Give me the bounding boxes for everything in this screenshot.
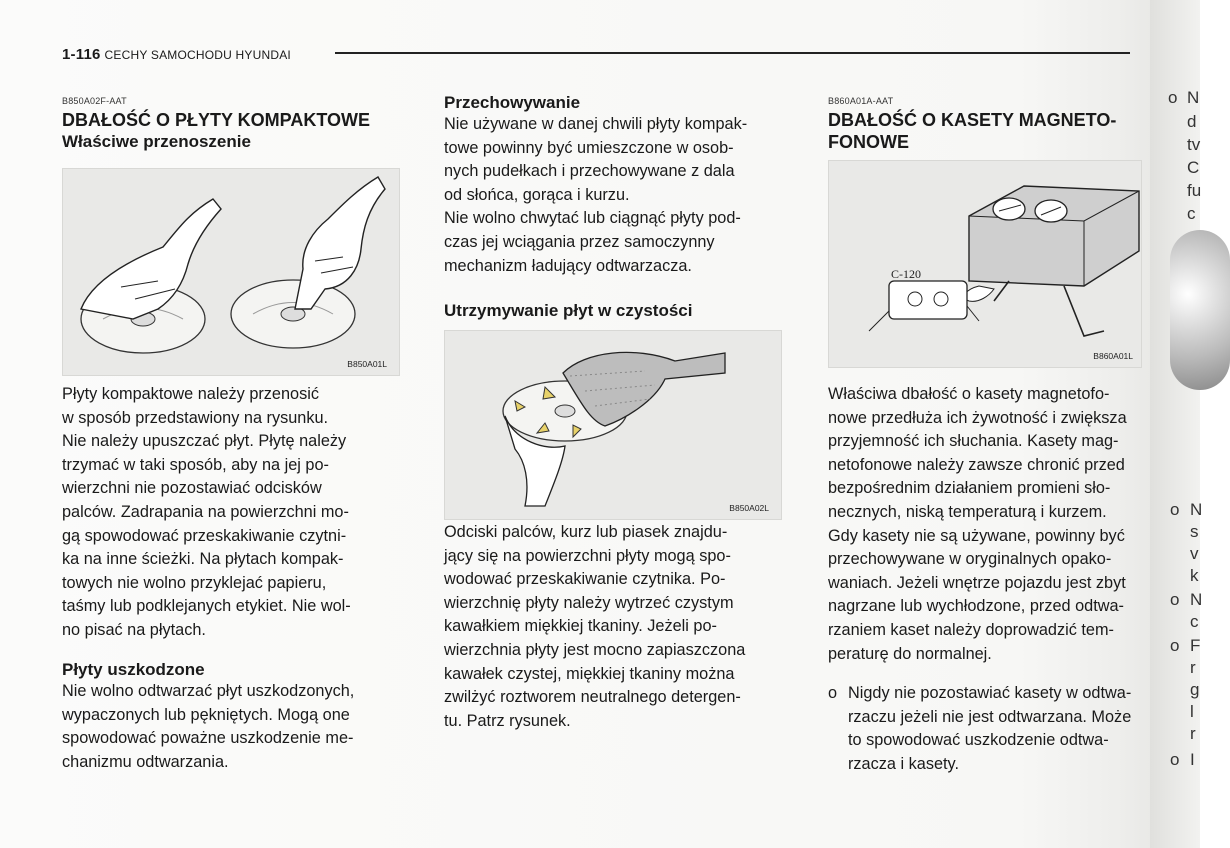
text-line: przyjemność ich słuchania. Kasety mag-: [828, 432, 1119, 451]
text-line: spowodować poważne uszkodzenie me-: [62, 729, 354, 748]
facing-page-image-fragment: [1170, 230, 1230, 390]
text-line: od słońca, gorąca i kurzu.: [444, 185, 630, 204]
text-line: Właściwa dbałość o kasety magnetofo-: [828, 385, 1110, 403]
col1-section-damaged: [62, 659, 398, 774]
column-2: [444, 92, 780, 321]
text-line: necznych, niską temperaturą i kurzem.: [828, 502, 1107, 521]
text-line: waniach. Jeżeli wnętrze pojazdu jest zbyt: [828, 573, 1126, 592]
text-line: palców. Zadrapania na powierzchni mo-: [62, 502, 349, 521]
text-line: Nie używane w danej chwili płyty kompak-: [444, 115, 748, 133]
text-line: Płyty kompaktowe należy przenosić: [62, 385, 319, 403]
facing-text: o: [1170, 590, 1180, 609]
facing-text: o: [1170, 636, 1180, 655]
facing-text: g: [1190, 680, 1200, 699]
text-line: wierzchni nie pozostawiać odcisków: [62, 479, 322, 498]
page-number: 1-116: [62, 46, 101, 63]
page-header-title: CECHY SAMOCHODU HYUNDAI: [104, 48, 291, 62]
text-line: netofonowe należy zawsze chronić przed: [828, 455, 1125, 474]
facing-text: k: [1190, 566, 1199, 585]
text-line: wypaczonych lub pękniętych. Mogą one: [62, 705, 350, 724]
facing-text: N: [1187, 88, 1200, 107]
figure-cassette: [828, 160, 1142, 368]
section-title: DBAŁOŚĆ O PŁYTY KOMPAKTOWE: [62, 110, 371, 130]
figure-code: B860A01L: [1093, 351, 1133, 361]
text-line: rzaczu jeżeli nie jest odtwarzana. Może: [848, 707, 1132, 726]
text-line: jący się na powierzchni płyty mogą spo-: [444, 546, 731, 565]
text-line: mechanizm ładujący odtwarzacza.: [444, 256, 692, 275]
facing-text: fu: [1187, 181, 1202, 200]
facing-text: v: [1190, 544, 1199, 563]
text-line: tu. Patrz rysunek.: [444, 711, 571, 730]
cd-handling-illustration: [63, 169, 399, 375]
text-line: kawałek czystej, miękkiej tkaniny można: [444, 664, 735, 683]
text-line: ka na inne ścieżki. Na płytach kompak-: [62, 550, 344, 569]
text-line: towych nie wolno przyklejać papieru,: [62, 573, 327, 592]
figure-code: B850A01L: [347, 359, 387, 369]
text-line: bezpośrednim działaniem promieni sło-: [828, 479, 1111, 498]
text-line: wodować przeskakiwanie czytnika. Po-: [444, 570, 726, 589]
text-line: gą spowodować przeskakiwanie czytni-: [62, 526, 347, 545]
text-line: chanizmu odtwarzania.: [62, 752, 229, 771]
text-line: towe powinny być umieszczone w osob-: [444, 138, 734, 157]
text-line: wierzchnia płyty jest mocno zapiaszczona: [444, 640, 746, 659]
cassette-illustration: [829, 161, 1141, 367]
facing-text: N: [1190, 500, 1203, 519]
subsection-title: Przechowywanie: [444, 93, 581, 112]
facing-text: c: [1190, 612, 1199, 631]
section-title-line-2: FONOWE: [828, 132, 909, 152]
text-line: Odciski palców, kurz lub piasek znajdu-: [444, 523, 728, 541]
facing-text: N: [1190, 590, 1203, 609]
text-line: taśmy lub podklejanych etykiet. Nie wol-: [62, 597, 351, 616]
text-line: rzacza i kasety.: [848, 754, 959, 773]
text-line: wierzchnię płyty należy wytrzeć czystym: [444, 593, 734, 612]
text-line: Nie należy upuszczać płyt. Płytę należy: [62, 432, 347, 451]
text-line: trzymać w taki sposób, aby na jej po-: [62, 455, 329, 474]
facing-text: o: [1168, 88, 1178, 107]
text-line: Gdy kasety nie są używane, powinny być: [828, 526, 1125, 545]
section-code: B860A01A-AAT: [828, 96, 894, 106]
text-line: nych pudełkach i przechowywane z dala: [444, 162, 735, 181]
figure-cd-handling: [62, 168, 400, 376]
facing-text: r: [1190, 658, 1196, 677]
col1-paragraph-1: [62, 383, 398, 643]
subsection-title: Właściwe przenoszenie: [62, 132, 251, 151]
text-line: peraturę do normalnej.: [828, 644, 992, 663]
facing-text: d: [1187, 112, 1197, 131]
text-line: nagrzane lub wychłodzone, przed odtwa-: [828, 597, 1124, 616]
facing-text: l: [1190, 702, 1194, 721]
text-line: nowe przedłuża ich żywotność i zwiększa: [828, 408, 1127, 427]
facing-text: c: [1187, 204, 1196, 223]
page-header: [62, 46, 291, 63]
text-line: Nigdy nie pozostawiać kasety w odtwa-: [848, 684, 1132, 702]
facing-text: C: [1187, 158, 1200, 177]
text-line: rzaniem kaset należy doprowadzić tem-: [828, 620, 1114, 639]
figure-cd-cleaning: [444, 330, 782, 520]
subsection-title: Utrzymywanie płyt w czystości: [444, 301, 693, 321]
facing-text: r: [1190, 724, 1196, 743]
bullet-marker: o: [828, 684, 838, 702]
facing-text: tv: [1187, 135, 1201, 154]
text-line: to spowodować uszkodzenie odtwa-: [848, 731, 1109, 750]
text-line: przechowywane w oryginalnych opako-: [828, 550, 1112, 569]
text-line: Nie wolno chwytać lub ciągnąć płyty pod-: [444, 209, 741, 228]
facing-text: o: [1170, 750, 1180, 769]
text-line: no pisać na płytach.: [62, 620, 206, 639]
facing-text: I: [1190, 750, 1195, 769]
facing-text: F: [1190, 636, 1201, 655]
column-3: [828, 96, 1138, 153]
text-line: kawałkiem miękkiej tkaniny. Jeżeli po-: [444, 617, 717, 636]
section-title-line-1: DBAŁOŚĆ O KASETY MAGNETO-: [828, 110, 1117, 130]
col3-bullet-text: [848, 682, 1140, 776]
text-line: zwilżyć roztworem neutralnego detergen-: [444, 688, 741, 707]
text-line: czas jej wciągania przez samoczynny: [444, 232, 715, 251]
text-line: Nie wolno odtwarzać płyt uszkodzonych,: [62, 682, 355, 700]
figure-code: B850A02L: [729, 503, 769, 513]
header-rule: [335, 52, 1130, 54]
col3-paragraph-1: [828, 383, 1140, 666]
facing-text: s: [1190, 522, 1199, 541]
subsection-title: Płyty uszkodzone: [62, 660, 205, 679]
text-line: w sposób przedstawiony na rysunku.: [62, 408, 329, 427]
facing-text: o: [1170, 500, 1180, 519]
cd-cleaning-illustration: [445, 331, 781, 519]
section-code: B850A02F-AAT: [62, 96, 127, 106]
figure-label: C-120: [891, 267, 921, 281]
col2-paragraph-2: [444, 521, 780, 733]
column-1: [62, 96, 398, 152]
